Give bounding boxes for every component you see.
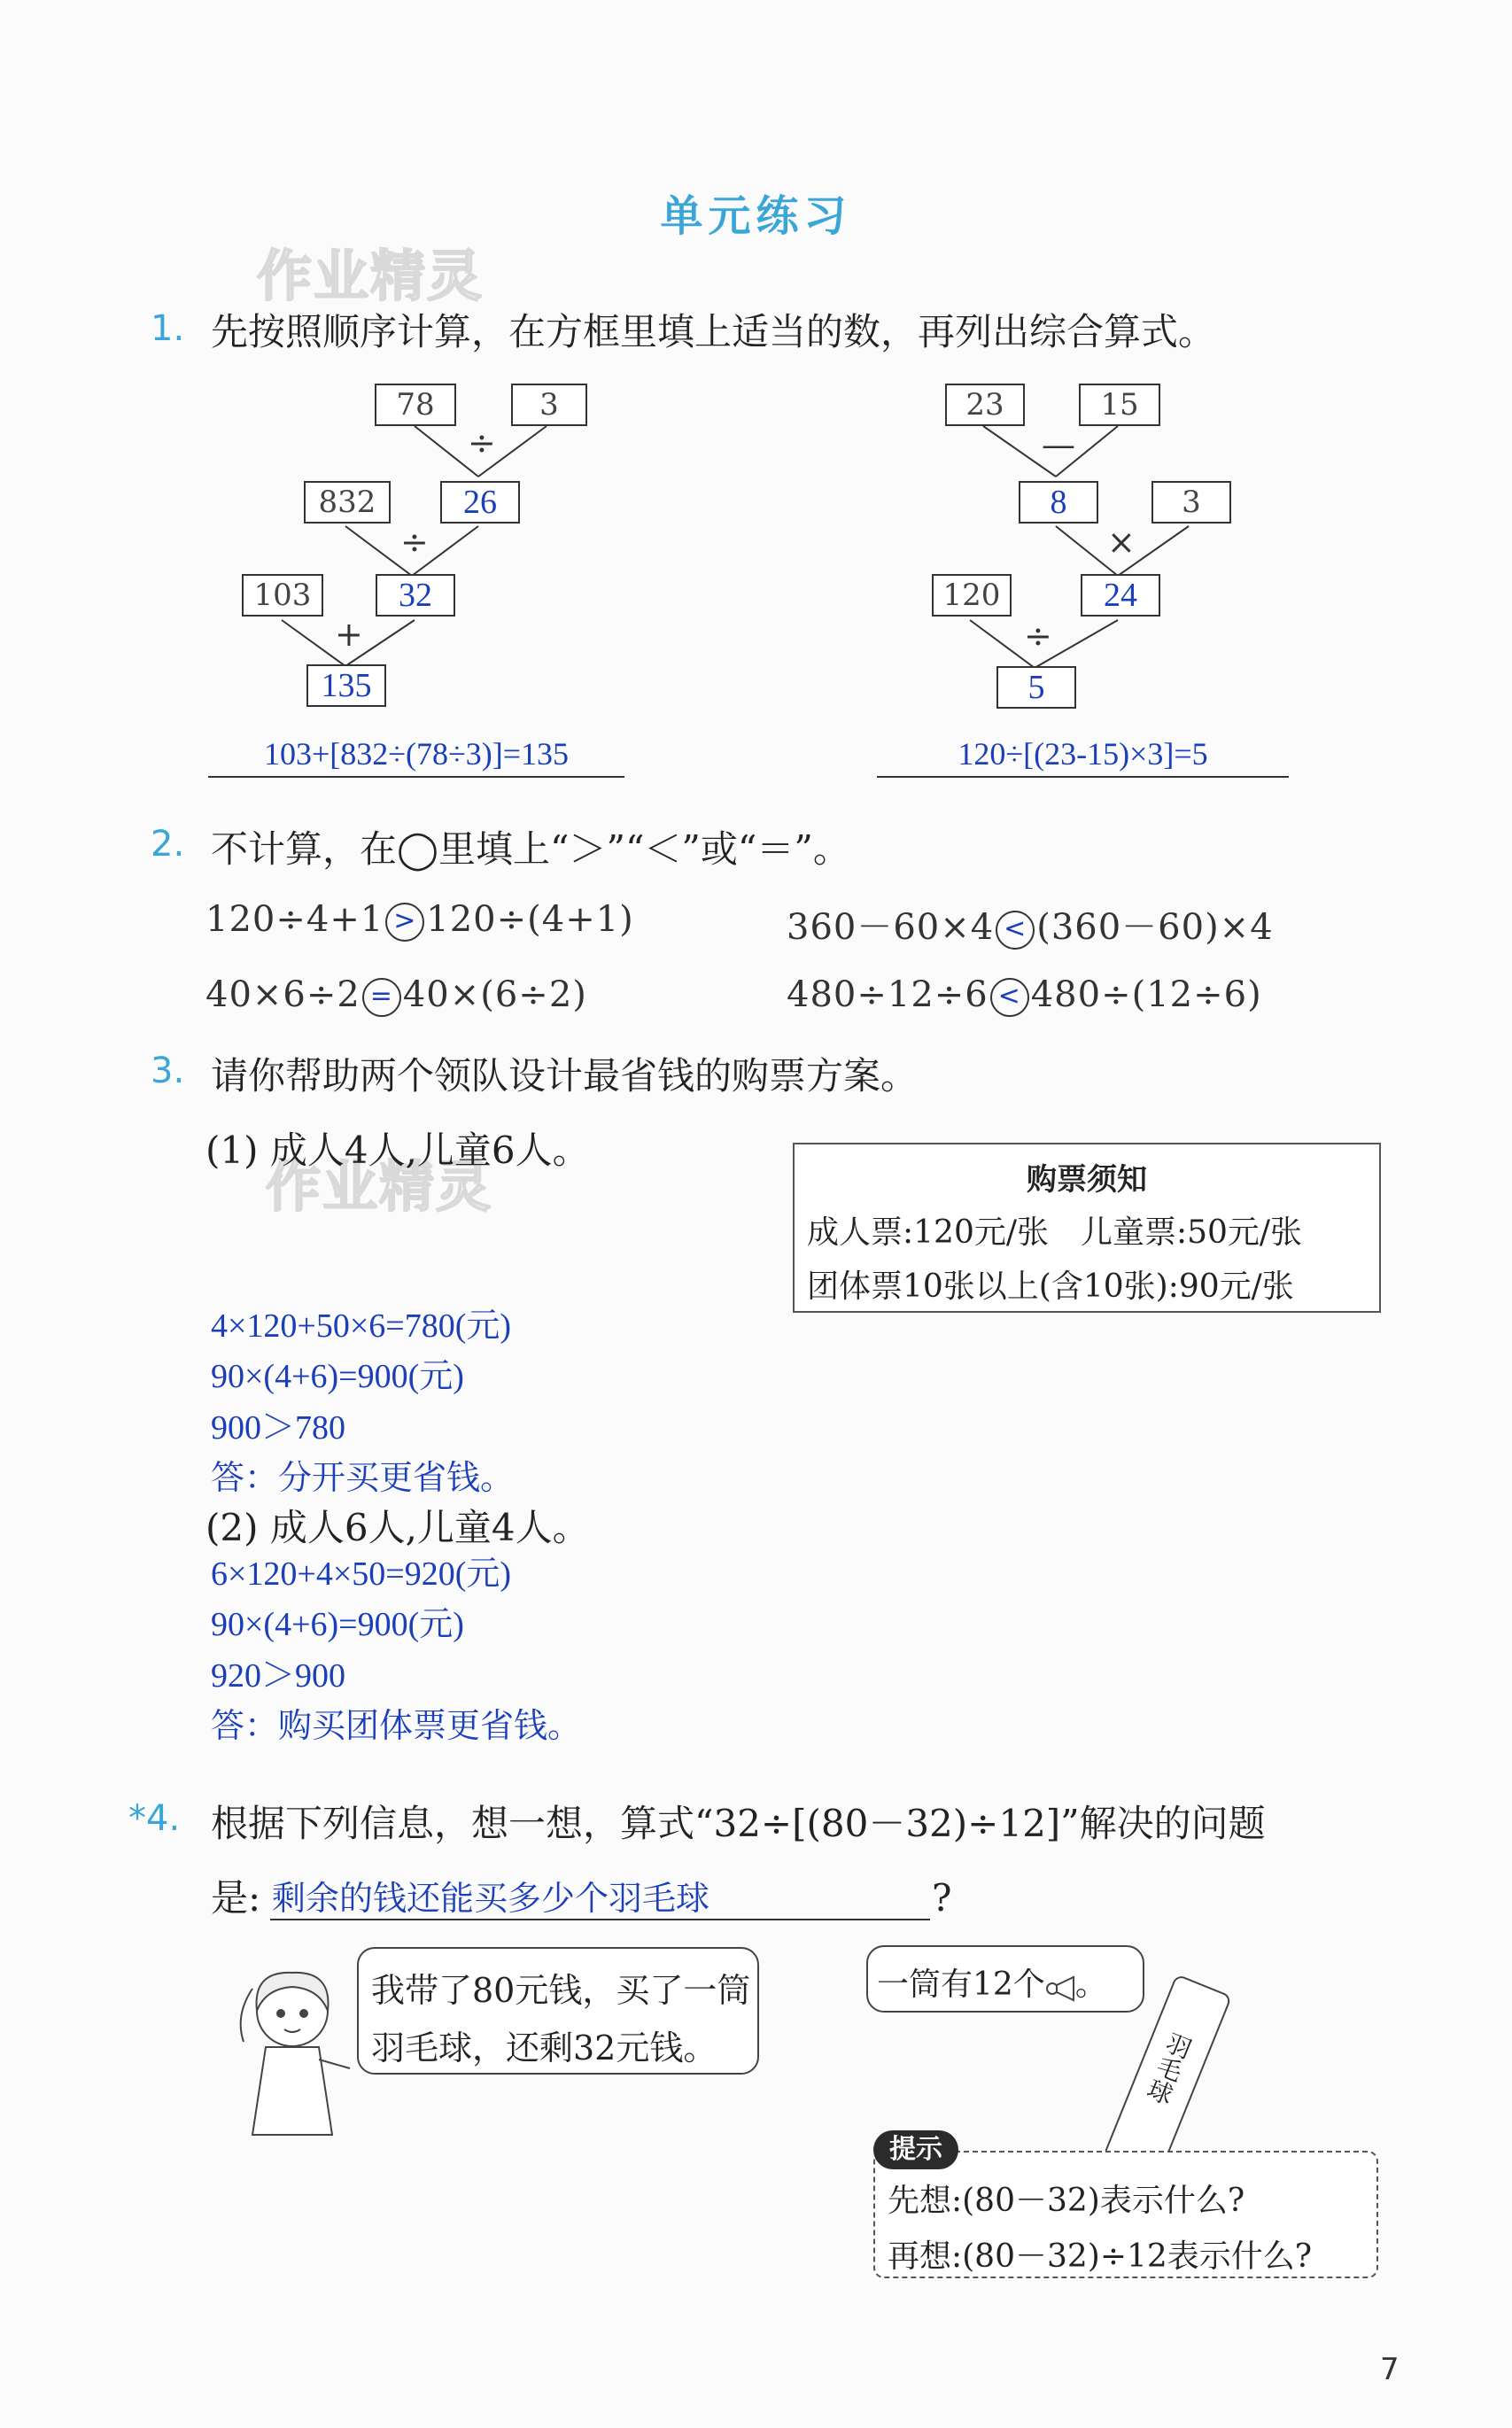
expr-right: 40×(6÷2) xyxy=(402,974,587,1015)
question-text: 请你帮助两个领队设计最省钱的购票方案。 xyxy=(211,1054,919,1098)
operator: + xyxy=(335,615,363,654)
question-number: 3. xyxy=(151,1051,185,1091)
shuttlecock-icon xyxy=(1045,1974,1075,2000)
answer-box: 8 xyxy=(1019,481,1098,524)
answer-suffix: ? xyxy=(932,1876,952,1920)
expr-left: 120÷4+1 xyxy=(205,899,384,940)
answer-box: 32 xyxy=(376,574,455,617)
operator: — xyxy=(1042,425,1075,464)
answer-box: 135 xyxy=(306,664,386,707)
operator: × xyxy=(1107,523,1136,562)
girl-illustration xyxy=(217,1962,368,2139)
answer-box: 5 xyxy=(996,666,1076,709)
question-text: 不计算，在◯里填上“＞”“＜”或“＝”。 xyxy=(211,827,850,871)
combined-formula: 120÷[(23-15)×3]=5 xyxy=(877,735,1289,778)
bubble-text: 羽毛球，还剩32元钱。 xyxy=(371,2029,717,2067)
speech-bubble xyxy=(866,1945,1144,2013)
hint-line: 再想:(80－32)÷12表示什么? xyxy=(888,2238,1313,2275)
tree-box: 120 xyxy=(932,574,1012,617)
notice-line: 团体票10张以上(含10张):90元/张 xyxy=(807,1268,1294,1305)
expr-right: 120÷(4+1) xyxy=(426,899,634,940)
answer-line: 6×120+4×50=920(元) xyxy=(211,1555,512,1593)
answer-line: 答：购买团体票更省钱。 xyxy=(211,1708,582,1745)
question-text: 根据下列信息，想一想，算式“32÷[(80－32)÷12]”解决的问题 xyxy=(211,1802,1266,1845)
hint-badge: 提示 xyxy=(873,2130,958,2169)
answer-circle: = xyxy=(362,978,401,1017)
answer-circle: < xyxy=(990,978,1029,1017)
comparison-row xyxy=(205,899,634,942)
page-number: 7 xyxy=(1380,2352,1400,2387)
notice-line: 成人票:120元/张 儿童票:50元/张 xyxy=(807,1214,1303,1251)
answer-circle: < xyxy=(996,911,1035,950)
tree-box: 15 xyxy=(1079,384,1160,426)
expr-right: 480÷(12÷6) xyxy=(1030,974,1262,1015)
answer-circle: > xyxy=(385,903,424,942)
answer-line: 90×(4+6)=900(元) xyxy=(211,1358,464,1395)
tube-label: 羽毛球 xyxy=(1141,2028,1197,2108)
hint-line: 先想:(80－32)表示什么? xyxy=(888,2183,1245,2219)
question-text: 先按照顺序计算，在方框里填上适当的数，再列出综合算式。 xyxy=(211,310,1216,353)
watermark: 作业精灵 xyxy=(266,1154,493,1219)
expr-left: 40×6÷2 xyxy=(205,974,361,1015)
operator: ÷ xyxy=(1024,617,1052,655)
answer-blank xyxy=(270,1867,930,1920)
answer-box: 24 xyxy=(1081,574,1160,617)
answer-line: 90×(4+6)=900(元) xyxy=(211,1606,464,1643)
answer-line: 4×120+50×6=780(元) xyxy=(211,1307,512,1345)
comparison-row xyxy=(787,974,1262,1017)
comparison-row xyxy=(205,974,587,1017)
answer-text: 剩余的钱还能买多少个羽毛球 xyxy=(272,1881,710,1918)
page-title: 单元练习 xyxy=(660,191,852,241)
part-label: (2) 成人6人,儿童4人。 xyxy=(205,1506,590,1549)
question-number: 1. xyxy=(151,308,185,349)
combined-formula: 103+[832÷(78÷3)]=135 xyxy=(208,735,624,778)
expr-left: 480÷12÷6 xyxy=(787,974,989,1015)
operator: ÷ xyxy=(400,523,429,562)
comparison-row xyxy=(787,899,1274,950)
bubble-text: 我带了80元钱，买了一筒 xyxy=(371,1971,751,2010)
bubble-text-end: 。 xyxy=(1074,1966,1107,2003)
bubble-text xyxy=(877,1959,1143,2005)
answer-box: 26 xyxy=(440,481,520,524)
ticket-notice xyxy=(793,1143,1381,1313)
expr-right: (360－60)×4 xyxy=(1036,907,1274,948)
watermark: 作业精灵 xyxy=(257,244,485,308)
speech-bubble xyxy=(357,1947,759,2075)
expr-left: 360－60×4 xyxy=(787,907,995,948)
answer-line: 920＞900 xyxy=(211,1657,346,1695)
tree-box: 103 xyxy=(242,574,323,617)
hint-box xyxy=(873,2151,1378,2278)
part-label: (1) 成人4人,儿童6人。 xyxy=(205,1129,590,1172)
notice-title: 购票须知 xyxy=(1027,1162,1147,1198)
answer-line: 900＞780 xyxy=(211,1409,346,1447)
question-number: *4. xyxy=(128,1798,181,1839)
tree-box: 23 xyxy=(945,384,1025,426)
tree-box: 832 xyxy=(304,481,391,524)
answer-line: 答：分开买更省钱。 xyxy=(211,1460,515,1497)
operator: ÷ xyxy=(468,423,496,462)
tree-box: 3 xyxy=(511,384,587,426)
calc-tree-lines xyxy=(0,0,1512,797)
bubble-text-main: 一筒有12个 xyxy=(877,1966,1045,2003)
answer-prefix: 是: xyxy=(211,1876,261,1920)
tree-box: 78 xyxy=(375,384,456,426)
tree-box: 3 xyxy=(1151,481,1231,524)
question-number: 2. xyxy=(151,824,185,865)
